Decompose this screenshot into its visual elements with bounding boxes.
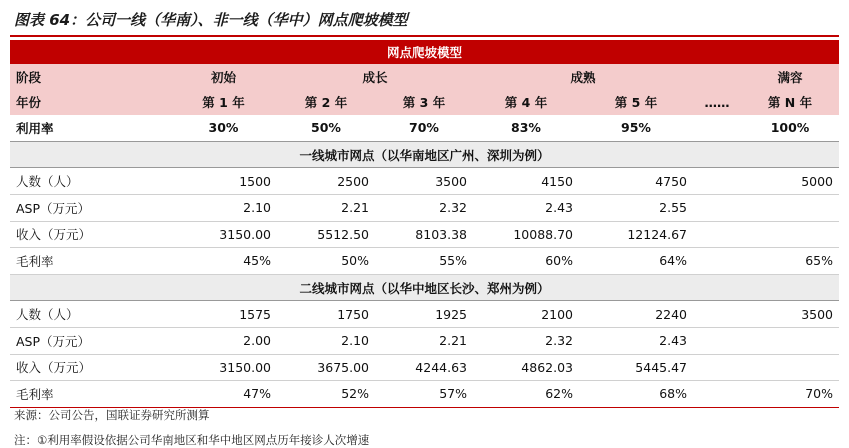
row-label: ASP（万元） bbox=[10, 327, 170, 354]
year-cell: 第 2 年 bbox=[277, 90, 375, 116]
stage-growth: 成长 bbox=[277, 64, 473, 90]
stage-full: 满容 bbox=[741, 64, 839, 90]
year-cell: …… bbox=[693, 90, 741, 116]
util-cell: 30% bbox=[170, 115, 277, 141]
title-rule bbox=[10, 35, 839, 37]
value-cell bbox=[693, 327, 741, 354]
row-label: 人数（人） bbox=[10, 301, 170, 328]
util-cell bbox=[693, 115, 741, 141]
table-row bbox=[10, 221, 839, 248]
util-cell: 50% bbox=[277, 115, 375, 141]
row-label: 毛利率 bbox=[10, 381, 170, 408]
figure-title: 图表 64：公司一线（华南）、非一线（华中）网点爬坡模型 bbox=[14, 11, 408, 29]
section-heading: 一线城市网点（以华南地区广州、深圳为例） bbox=[10, 141, 839, 168]
value-cell: 3150.00 bbox=[170, 354, 277, 381]
value-cell: 4862.03 bbox=[473, 354, 579, 381]
value-cell: 3675.00 bbox=[277, 354, 375, 381]
value-cell: 4150 bbox=[473, 168, 579, 195]
year-label: 年份 bbox=[10, 90, 170, 116]
value-cell: 50% bbox=[277, 248, 375, 275]
row-label: 收入（万元） bbox=[10, 354, 170, 381]
value-cell: 8103.38 bbox=[375, 221, 473, 248]
value-cell bbox=[741, 327, 839, 354]
stage-blank bbox=[693, 64, 741, 90]
value-cell: 12124.67 bbox=[579, 221, 693, 248]
value-cell: 2500 bbox=[277, 168, 375, 195]
table-row bbox=[10, 381, 839, 408]
value-cell: 1750 bbox=[277, 301, 375, 328]
value-cell: 1500 bbox=[170, 168, 277, 195]
year-cell: 第 4 年 bbox=[473, 90, 579, 116]
value-cell: 3500 bbox=[741, 301, 839, 328]
value-cell bbox=[741, 221, 839, 248]
table-row bbox=[10, 354, 839, 381]
value-cell: 5512.50 bbox=[277, 221, 375, 248]
value-cell: 52% bbox=[277, 381, 375, 408]
source-note: 来源：公司公告，国联证券研究所测算 bbox=[14, 408, 210, 422]
util-cell: 70% bbox=[375, 115, 473, 141]
util-cell: 83% bbox=[473, 115, 579, 141]
value-cell: 2.43 bbox=[473, 194, 579, 221]
value-cell: 45% bbox=[170, 248, 277, 275]
value-cell: 2.21 bbox=[277, 194, 375, 221]
year-cell: 第 N 年 bbox=[741, 90, 839, 116]
stage-initial: 初始 bbox=[170, 64, 277, 90]
value-cell bbox=[693, 381, 741, 408]
value-cell: 70% bbox=[741, 381, 839, 408]
row-label: 收入（万元） bbox=[10, 221, 170, 248]
table-row bbox=[10, 248, 839, 275]
table-row bbox=[10, 327, 839, 354]
value-cell bbox=[741, 194, 839, 221]
value-cell: 65% bbox=[741, 248, 839, 275]
table-title: 网点爬坡模型 bbox=[10, 40, 839, 64]
year-cell: 第 1 年 bbox=[170, 90, 277, 116]
year-cell: 第 5 年 bbox=[579, 90, 693, 116]
value-cell bbox=[693, 248, 741, 275]
value-cell: 2.10 bbox=[170, 194, 277, 221]
value-cell: 2.00 bbox=[170, 327, 277, 354]
value-cell: 1575 bbox=[170, 301, 277, 328]
stage-mature: 成熟 bbox=[473, 64, 693, 90]
value-cell: 68% bbox=[579, 381, 693, 408]
value-cell: 2.43 bbox=[579, 327, 693, 354]
value-cell: 57% bbox=[375, 381, 473, 408]
value-cell bbox=[693, 354, 741, 381]
value-cell bbox=[693, 194, 741, 221]
value-cell: 2.32 bbox=[473, 327, 579, 354]
util-label: 利用率 bbox=[10, 115, 170, 141]
value-cell: 55% bbox=[375, 248, 473, 275]
value-cell: 60% bbox=[473, 248, 579, 275]
footnote: 注：①利用率假设依据公司华南地区和华中地区网点历年接诊人次增速 bbox=[14, 433, 370, 447]
value-cell: 2240 bbox=[579, 301, 693, 328]
value-cell: 3500 bbox=[375, 168, 473, 195]
value-cell: 2.32 bbox=[375, 194, 473, 221]
value-cell bbox=[693, 221, 741, 248]
value-cell: 4750 bbox=[579, 168, 693, 195]
value-cell: 62% bbox=[473, 381, 579, 408]
value-cell bbox=[693, 168, 741, 195]
util-cell: 100% bbox=[741, 115, 839, 141]
year-cell: 第 3 年 bbox=[375, 90, 473, 116]
value-cell: 2.10 bbox=[277, 327, 375, 354]
table-row bbox=[10, 194, 839, 221]
value-cell: 5445.47 bbox=[579, 354, 693, 381]
value-cell: 10088.70 bbox=[473, 221, 579, 248]
table-row bbox=[10, 301, 839, 328]
util-cell: 95% bbox=[579, 115, 693, 141]
value-cell: 2.55 bbox=[579, 194, 693, 221]
value-cell bbox=[741, 354, 839, 381]
value-cell: 2100 bbox=[473, 301, 579, 328]
row-label: 毛利率 bbox=[10, 248, 170, 275]
value-cell: 4244.63 bbox=[375, 354, 473, 381]
value-cell: 64% bbox=[579, 248, 693, 275]
table-row bbox=[10, 168, 839, 195]
stage-label: 阶段 bbox=[10, 64, 170, 90]
ramp-model-table bbox=[10, 40, 839, 408]
row-label: ASP（万元） bbox=[10, 194, 170, 221]
value-cell: 5000 bbox=[741, 168, 839, 195]
row-label: 人数（人） bbox=[10, 168, 170, 195]
value-cell: 1925 bbox=[375, 301, 473, 328]
value-cell: 47% bbox=[170, 381, 277, 408]
value-cell bbox=[693, 301, 741, 328]
value-cell: 3150.00 bbox=[170, 221, 277, 248]
section-heading: 二线城市网点（以华中地区长沙、郑州为例） bbox=[10, 274, 839, 301]
value-cell: 2.21 bbox=[375, 327, 473, 354]
